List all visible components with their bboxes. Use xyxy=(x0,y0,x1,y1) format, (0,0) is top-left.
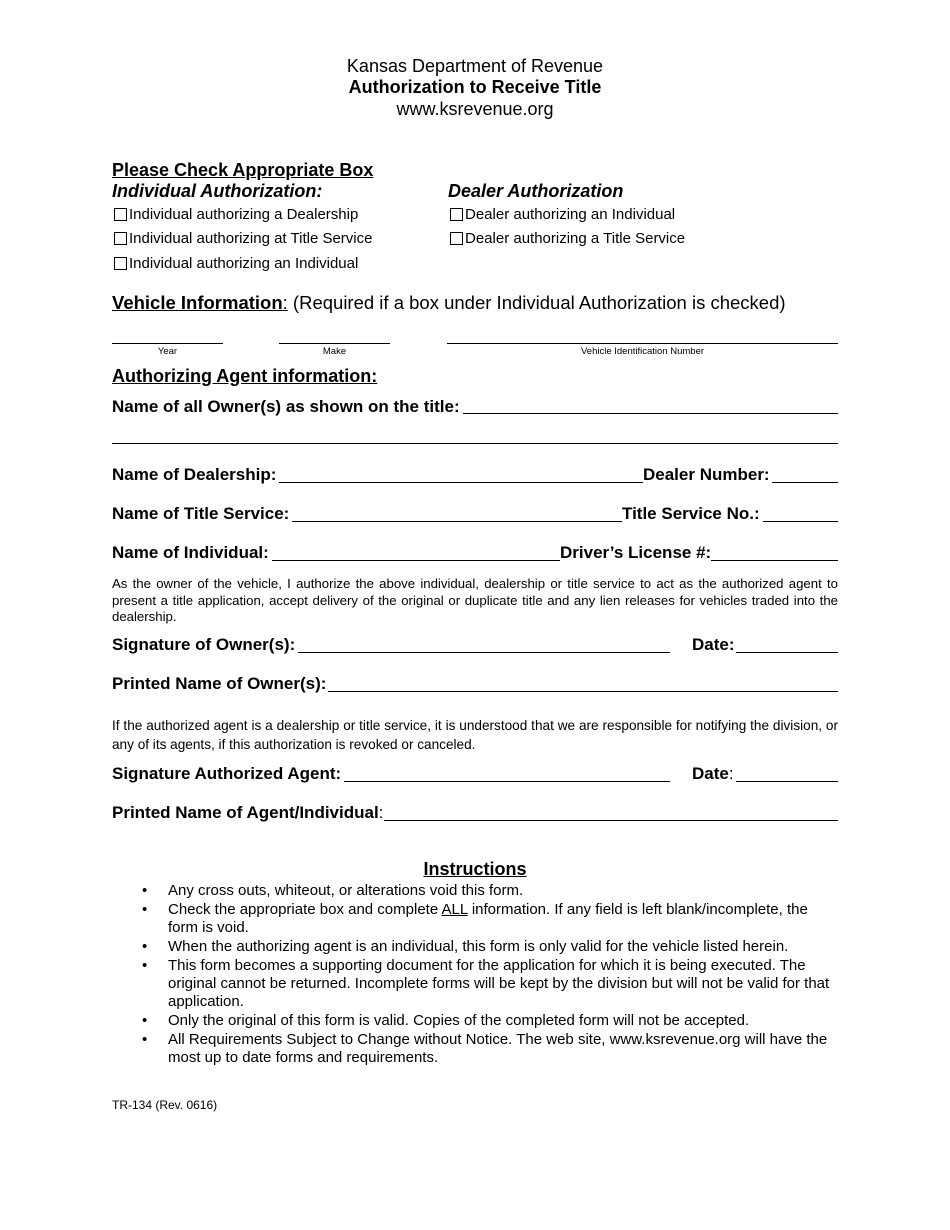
vin-line[interactable] xyxy=(447,343,838,344)
owners-line[interactable] xyxy=(463,413,838,414)
instruction-item xyxy=(112,957,838,1011)
title-service-line[interactable] xyxy=(292,521,622,522)
year-label: Year xyxy=(157,346,178,357)
checkbox[interactable] xyxy=(114,208,127,221)
drivers-license-line[interactable] xyxy=(711,560,838,561)
individual-auth-heading: Individual Authorization: xyxy=(112,181,323,201)
owners-line-2[interactable] xyxy=(112,443,838,444)
instructions-list xyxy=(112,882,838,1068)
agent-date-colon: : xyxy=(728,764,734,783)
instruction-item xyxy=(112,901,838,937)
option-label: Individual authorizing a Dealership xyxy=(129,206,359,223)
instruction-emphasis: ALL xyxy=(441,901,468,918)
vin-label: Vehicle Identification Number xyxy=(580,346,705,357)
agency-website: www.ksrevenue.org xyxy=(396,99,554,119)
checkbox[interactable] xyxy=(450,208,463,221)
instruction-text: Only the original of this form is valid. Copies of the completed form will not be accepted. xyxy=(168,1012,750,1029)
owner-date-label: Date: xyxy=(692,635,735,654)
bullet: • xyxy=(142,901,148,918)
bullet: • xyxy=(142,882,148,899)
bullet: • xyxy=(142,938,148,955)
form-number: TR-134 (Rev. 0616) xyxy=(112,1098,218,1112)
instruction-text: Any cross outs, whiteout, or alterations void this form. xyxy=(168,882,524,899)
instruction-item xyxy=(112,1031,838,1067)
agent-date-label: Date xyxy=(692,764,729,783)
bullet: • xyxy=(142,1031,148,1048)
individual-title-service-option[interactable] xyxy=(114,230,372,247)
individual-line[interactable] xyxy=(272,560,560,561)
vehicle-heading-text: Vehicle Information xyxy=(112,292,283,313)
make-line[interactable] xyxy=(279,343,390,344)
owners-label: Name of all Owner(s) as shown on the title: xyxy=(112,397,460,416)
agent-signature-line[interactable] xyxy=(344,781,670,782)
option-label: Dealer authorizing a Title Service xyxy=(465,230,686,247)
checkbox[interactable] xyxy=(114,232,127,245)
agent-date-label-group xyxy=(692,764,734,784)
checkbox[interactable] xyxy=(450,232,463,245)
vehicle-info-heading xyxy=(112,292,786,314)
dealer-number-line[interactable] xyxy=(772,482,838,483)
make-label: Make xyxy=(322,346,347,357)
individual-label: Name of Individual: xyxy=(112,543,269,562)
instruction-text: When the authorizing agent is an individual, this form is only valid for the vehicle listed herein. xyxy=(168,938,789,955)
owner-printed-name-label: Printed Name of Owner(s): xyxy=(112,674,327,693)
title-service-no-label: Title Service No.: xyxy=(622,504,760,523)
bullet: • xyxy=(142,1012,148,1029)
agent-signature-label: Signature Authorized Agent: xyxy=(112,764,342,783)
agent-printed-name-colon: : xyxy=(378,803,384,822)
agent-printed-name-line[interactable] xyxy=(384,820,838,821)
instruction-text: All Requirements Subject to Change without Notice. The web site, www.ksrevenue.org will have the most up to date forms and requirements. xyxy=(168,1031,828,1066)
title-service-no-line[interactable] xyxy=(763,521,838,522)
owner-printed-name-line[interactable] xyxy=(328,691,838,692)
instruction-text: Check the appropriate box and complete xyxy=(168,901,442,918)
instruction-text: This form becomes a supporting document for the application for which it is being executed. The original cannot be returned. Incomplete forms will be kept by the division but will not be valid for that application. xyxy=(168,957,830,1010)
dealer-auth-heading: Dealer Authorization xyxy=(448,181,624,201)
agent-printed-name-group xyxy=(112,803,383,823)
dealership-label: Name of Dealership: xyxy=(112,465,277,484)
check-instruction: Please Check Appropriate Box xyxy=(112,160,374,180)
option-label: Dealer authorizing an Individual xyxy=(465,206,676,223)
drivers-license-label: Driver’s License #: xyxy=(560,543,712,562)
agent-printed-name-label: Printed Name of Agent/Individual xyxy=(112,803,379,822)
vehicle-heading-colon: : xyxy=(282,292,288,313)
instruction-item xyxy=(112,938,838,956)
individual-dealership-option[interactable] xyxy=(114,206,358,223)
year-line[interactable] xyxy=(112,343,223,344)
agency-name: Kansas Department of Revenue xyxy=(346,56,604,76)
bullet: • xyxy=(142,957,148,974)
owner-signature-line[interactable] xyxy=(298,652,670,653)
vehicle-note: (Required if a box under Individual Authorization is checked) xyxy=(287,292,786,313)
dealer-title-service-option[interactable] xyxy=(450,230,685,247)
option-label: Individual authorizing at Title Service xyxy=(129,230,373,247)
checkbox[interactable] xyxy=(114,257,127,270)
instruction-item xyxy=(112,882,838,900)
instructions-heading: Instructions xyxy=(423,859,527,879)
agent-date-line[interactable] xyxy=(736,781,838,782)
title-service-label: Name of Title Service: xyxy=(112,504,290,523)
form-title: Authorization to Receive Title xyxy=(348,77,602,97)
owner-signature-label: Signature of Owner(s): xyxy=(112,635,296,654)
dealer-number-label: Dealer Number: xyxy=(643,465,770,484)
option-label: Individual authorizing an Individual xyxy=(129,255,359,272)
instruction-item xyxy=(112,1012,838,1030)
agent-info-heading: Authorizing Agent information: xyxy=(112,366,378,386)
instruction-text: information. If any field is left blank/incomplete, the form is void. xyxy=(168,901,808,936)
dealership-line[interactable] xyxy=(279,482,643,483)
responsibility-statement: If the authorized agent is a dealership or title service, it is understood that we are responsible for notifying the division, or any of its agents, if this authorization is revoked or canceled. xyxy=(112,718,838,752)
individual-individual-option[interactable] xyxy=(114,255,358,272)
authorization-statement: As the owner of the vehicle, I authorize the above individual, dealership or title service to act as the authorized agent to present a title application, accept delivery of the original or duplicate title and any lien releases for vehicles traded into the dealership. xyxy=(112,576,838,624)
dealer-individual-option[interactable] xyxy=(450,206,675,223)
owner-date-line[interactable] xyxy=(736,652,838,653)
